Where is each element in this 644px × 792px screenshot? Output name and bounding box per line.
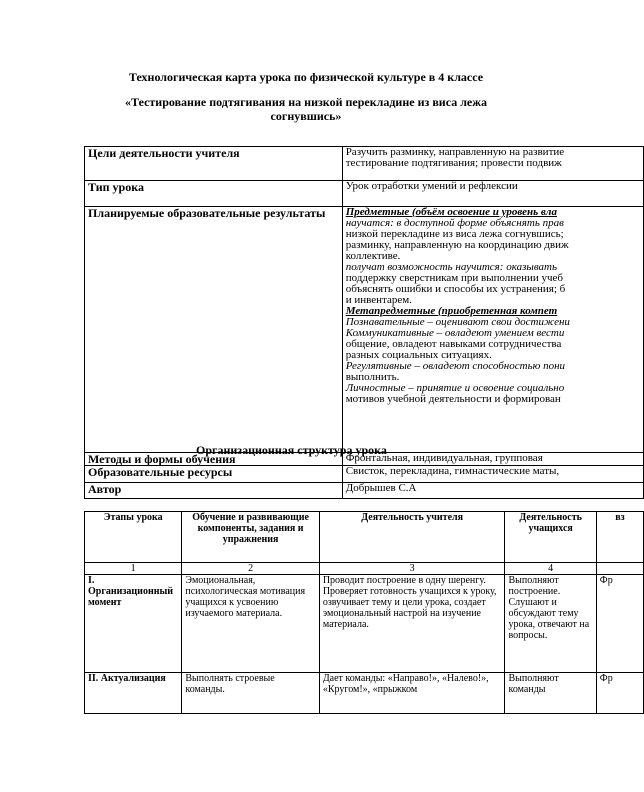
results-label: Планируемые образовательные результаты [85,207,343,453]
goals-value-line: тестирование подтягивания; провести подвиж [345,157,562,169]
row-resources [85,466,644,483]
results-line: мотивов учебной деятельности и формирован [345,393,561,405]
row-author [85,483,644,499]
results-line: Коммуникативные – овладеют умением вести [345,327,565,339]
students-cell: Выполняют команды [505,673,596,714]
table-row [85,673,644,714]
number-row [85,563,644,575]
number-cell: 2 [182,563,319,575]
author-label: Автор [85,483,343,499]
methods-value: Фронтальная, индивидуальная, групповая [342,453,643,466]
results-line: Личностные – принятие и освоение социально [345,382,565,394]
number-cell: 4 [505,563,596,575]
methods-label: Методы и формы обучения [85,453,343,466]
author-value: Добрышев С.А [342,483,643,499]
row-goals [85,147,644,181]
header-cell: Этапы урока [85,512,182,563]
results-line: выполнить. [345,371,400,383]
extra-cell: Фр [596,575,643,673]
results-line: разных социальных ситуациях. [345,349,492,361]
students-cell: Выполняют построение. Слушают и обсуждают тему урока, отвечают на вопросы. [505,575,596,673]
results-line: Метапредметные (приобретенная компет [345,305,558,317]
results-line: объяснять ошибки и способы их устранения; б [345,283,566,295]
row-results [85,207,644,453]
results-line: низкой перекладине из виса лежа согнувшись; [345,228,564,240]
teacher-cell: Дает команды: «Направо!», «Налево!», «Кругом!», «прыжком [319,673,505,714]
results-line: Предметные (объём освоение и уровень вла [345,206,557,218]
type-label: Тип урока [85,181,343,207]
goals-value [342,147,643,181]
resources-label: Образовательные ресурсы [85,466,343,483]
results-value [342,207,643,453]
results-line: научатся: в доступной форме объяснять прав [345,217,564,229]
doc-title: Технологическая карта урока по физической культуре в 4 классе [128,70,484,84]
row-type [85,181,644,207]
results-line: и инвентарем. [345,294,412,306]
results-line: Познавательные – оценивают свои достижени [345,316,570,328]
results-line: разминку, направленную на координацию движ [345,239,569,251]
extra-cell: Фр [596,673,643,714]
structure-table [84,511,644,714]
section-title: Организационная структура урока [196,443,387,457]
table-row [85,575,644,673]
results-line: общение, овладеют навыками сотрудничества [345,338,562,350]
resources-value: Свисток, перекладина, гимнастические маты, [342,466,643,483]
number-cell [596,563,643,575]
header-cell: Деятельность учащихся [505,512,596,563]
type-value: Урок отработки умений и рефлексии [342,181,643,207]
results-line: коллективе. [345,250,401,262]
results-line: поддержку сверстникам при выполнении учеб [345,272,564,284]
stage-cell: I. Организационный момент [85,575,182,673]
number-cell: 1 [85,563,182,575]
header-row [85,512,644,563]
header-cell: Деятельность учителя [319,512,505,563]
doc-subtitle: «Тестирование подтягивания на низкой перекладине из виса лежа согнувшись» [125,95,487,123]
tasks-cell: Выполнять строевые команды. [182,673,319,714]
number-cell: 3 [319,563,505,575]
tasks-cell: Эмоциональная, психологическая мотивация учащихся к усвоению изучаемого материала. [182,575,319,673]
header-cell: вз [596,512,643,563]
teacher-cell: Проводит построение в одну шеренгу. Проверяет готовность учащихся к уроку, озвучивает тему и цели урока, создает эмоциональный настрой на изучение материала. [319,575,505,673]
goals-label: Цели деятельности учителя [85,147,343,181]
results-line: получат возможность научится: оказывать [345,261,557,273]
stage-cell: II. Актуализация [85,673,182,714]
goals-value-line: Разучить разминку, направленную на развитие [345,146,565,158]
results-line: Регулятивные – овладеют способностью пони [345,360,566,372]
header-cell: Обучение и развивающие компоненты, задания и упражнения [182,512,319,563]
